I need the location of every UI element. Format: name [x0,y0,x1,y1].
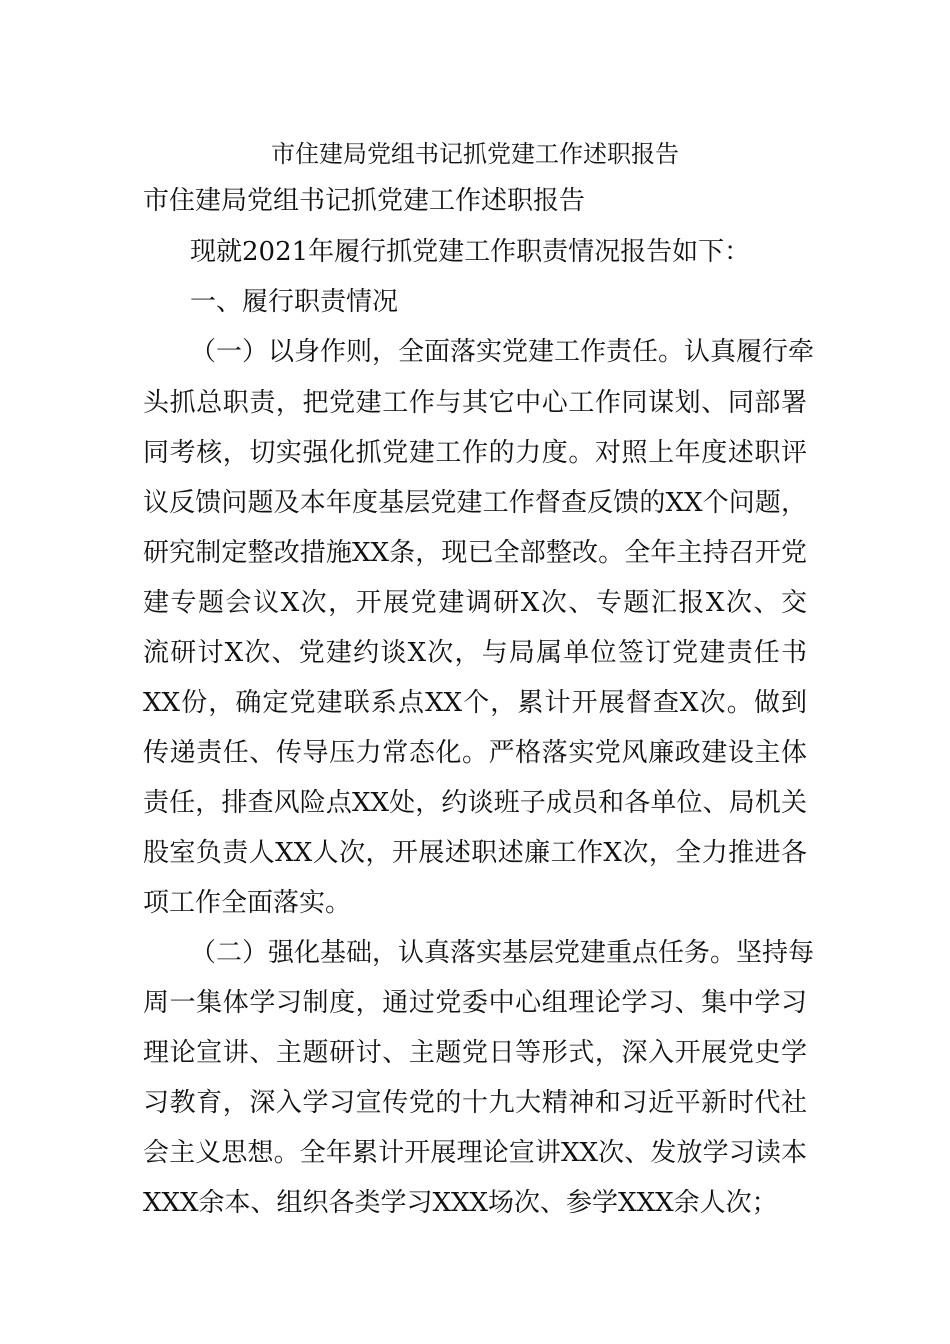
paragraph1-line: 头抓总职责，把党建工作与其它中心工作同谋划、同部署 [143,388,807,418]
paragraph1-line: 责任，排查风险点XX处，约谈班子成员和各单位、局机关 [143,788,807,818]
paragraph1-line: 股室负责人XX人次，开展述职述廉工作X次，全力推进各 [143,838,807,868]
paragraph1-line: 项工作全面落实。 [143,888,352,918]
paragraph1-line: 流研讨X次、党建约谈X次，与局属单位签订党建责任书 [143,638,807,668]
section-heading: 一、履行职责情况 [190,287,399,317]
paragraph1-line: 研究制定整改措施XX条，现已全部整改。全年主持召开党 [143,538,807,568]
paragraph1-line: XX份，确定党建联系点XX个，累计开展督查X次。做到 [143,688,807,718]
paragraph2-line: 会主义思想。全年累计开展理论宣讲XX次、发放学习读本 [143,1138,807,1168]
document-subtitle: 市住建局党组书记抓党建工作述职报告 [143,186,586,216]
paragraph1-line: 议反馈问题及本年度基层党建工作督查反馈的XX个问题， [143,488,807,518]
document-title: 市住建局党组书记抓党建工作述职报告 [271,140,679,168]
paragraph1-line: 传递责任、传导压力常态化。严格落实党风廉政建设主体 [143,738,807,768]
paragraph2-line: 周一集体学习制度，通过党委中心组理论学习、集中学习 [143,988,807,1018]
paragraph2-line: 理论宣讲、主题研讨、主题党日等形式，深入开展党史学 [143,1038,807,1068]
paragraph2-line: XXX余本、组织各类学习XXX场次、参学XXX余人次； [143,1188,778,1218]
paragraph1-line: 建专题会议X次，开展党建调研X次、专题汇报X次、交 [143,588,807,618]
paragraph1-line: （一）以身作则，全面落实党建工作责任。认真履行牵 [190,337,815,367]
paragraph1-line: 同考核，切实强化抓党建工作的力度。对照上年度述职评 [143,438,807,468]
paragraph2-line: （二）强化基础，认真落实基层党建重点任务。坚持每 [190,938,815,968]
intro-line: 现就2021年履行抓党建工作职责情况报告如下： [190,237,751,267]
paragraph2-line: 习教育，深入学习宣传党的十九大精神和习近平新时代社 [143,1088,807,1118]
